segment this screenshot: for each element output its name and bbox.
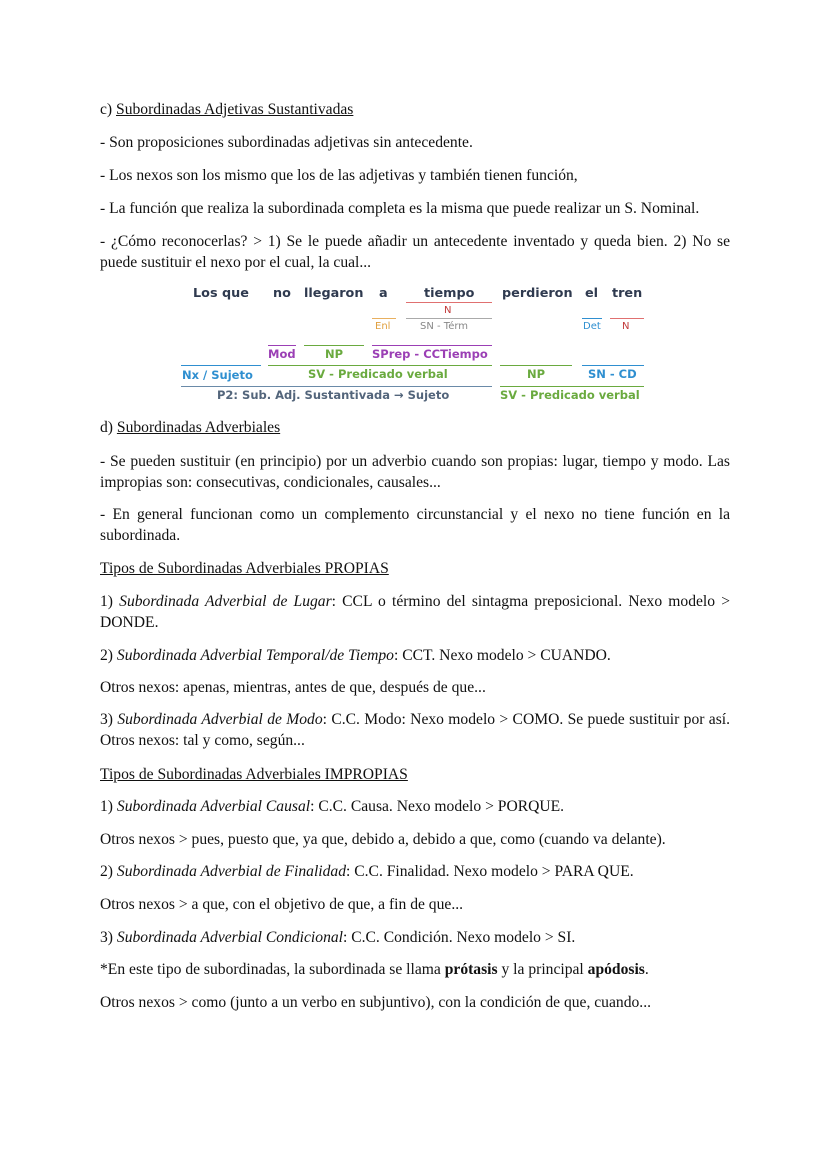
section-c-heading: c) Subordinadas Adjetivas Sustantivadas <box>100 101 354 118</box>
note: *En este tipo de subordinadas, la subordinada se llama prótasis y la principal apódosis. <box>100 961 649 978</box>
diagram-label-sprep: SPrep - CCTiempo <box>372 347 488 361</box>
diagram-line <box>268 345 296 346</box>
diagram-word: Los que <box>193 286 249 301</box>
paragraph: - Se pueden sustituir (en principio) por un adverbio cuando son propias: lugar, tiempo y modo. Las impropias son: consecutivas, condicionales, causales... <box>100 453 730 491</box>
diagram-line <box>372 318 396 319</box>
paragraph: Otros nexos: apenas, mientras, antes de que, después de que... <box>100 679 486 696</box>
diagram-label-sn-term: SN - Térm <box>420 321 469 332</box>
diagram-label-sn-cd: SN - CD <box>588 367 637 381</box>
diagram-line <box>406 302 492 303</box>
diagram-label-np: NP <box>527 367 546 381</box>
diagram-label-p2: P2: Sub. Adj. Sustantivada → Sujeto <box>217 388 450 402</box>
diagram-label-nx-sujeto: Nx / Sujeto <box>182 368 253 382</box>
diagram-label-sv: SV - Predicado verbal <box>500 388 640 402</box>
paragraph: - En general funcionan como un complemento circunstancial y el nexo no tiene función en la subordinada. <box>100 506 730 544</box>
diagram-line <box>500 365 572 366</box>
diagram-word: no <box>273 286 291 301</box>
paragraph: - Los nexos son los mismo que los de las adjetivas y también tienen función, <box>100 167 578 184</box>
diagram-line <box>181 365 261 366</box>
paragraph: - Son proposiciones subordinadas adjetivas sin antecedente. <box>100 134 473 151</box>
diagram-word: llegaron <box>304 286 364 301</box>
paragraph: Otros nexos > a que, con el objetivo de que, a fin de que... <box>100 896 464 913</box>
diagram-word: perdieron <box>502 286 573 301</box>
diagram-word: tiempo <box>424 286 475 301</box>
diagram-label-det: Det <box>583 321 601 332</box>
diagram-line <box>304 345 364 346</box>
section-d-title: Subordinadas Adverbiales <box>116 419 281 436</box>
list-item: 2) Subordinada Adverbial Temporal/de Tiempo: CCT. Nexo modelo > CUANDO. <box>100 647 611 664</box>
impropias-heading: Tipos de Subordinadas Adverbiales IMPROPIAS <box>100 766 408 783</box>
section-d-heading: d) Subordinadas Adverbiales <box>100 419 281 436</box>
diagram-line <box>582 365 644 366</box>
list-item: 3) Subordinada Adverbial Condicional: C.C. Condición. Nexo modelo > SI. <box>100 929 576 946</box>
diagram-word: a <box>379 286 388 301</box>
diagram-label-sv: SV - Predicado verbal <box>308 367 448 381</box>
diagram-line <box>181 386 492 387</box>
diagram-label-enl: Enl <box>375 321 391 332</box>
diagram-label-n: N <box>622 321 630 332</box>
diagram-line <box>406 318 492 319</box>
list-item: 3) Subordinada Adverbial de Modo: C.C. Modo: Nexo modelo > COMO. Se puede sustituir por así. Otros nexos: tal y como, según... <box>100 711 731 749</box>
paragraph: Otros nexos > como (junto a un verbo en subjuntivo), con la condición de que, cuando... <box>100 994 651 1011</box>
diagram-line <box>582 318 602 319</box>
paragraph: - ¿Cómo reconocerlas? > 1) Se le puede añadir un antecedente inventado y queda bien. 2) No se puede sustituir el nexo por el cual, la cual... <box>100 233 730 271</box>
diagram-word: el <box>585 286 599 301</box>
diagram-line <box>610 318 644 319</box>
diagram-line <box>500 386 644 387</box>
paragraph: Otros nexos > pues, puesto que, ya que, debido a, debido a que, como (cuando va delante). <box>100 831 666 848</box>
diagram-label-mod: Mod <box>268 347 296 361</box>
list-item: 2) Subordinada Adverbial de Finalidad: C.C. Finalidad. Nexo modelo > PARA QUE. <box>100 863 634 880</box>
diagram-label-n: N <box>444 305 452 316</box>
diagram-line <box>372 345 492 346</box>
diagram-label-np: NP <box>325 347 344 361</box>
list-item: 1) Subordinada Adverbial de Lugar: CCL o término del sintagma preposicional. Nexo modelo > DONDE. <box>100 593 730 631</box>
section-c-title: Subordinadas Adjetivas Sustantivadas <box>116 101 354 118</box>
paragraph: - La función que realiza la subordinada completa es la misma que puede realizar un S. Nominal. <box>100 200 700 217</box>
diagram-line <box>268 365 492 366</box>
list-item: 1) Subordinada Adverbial Causal: C.C. Causa. Nexo modelo > PORQUE. <box>100 798 565 815</box>
diagram-word: tren <box>612 286 643 301</box>
propias-heading: Tipos de Subordinadas Adverbiales PROPIAS <box>100 560 389 577</box>
